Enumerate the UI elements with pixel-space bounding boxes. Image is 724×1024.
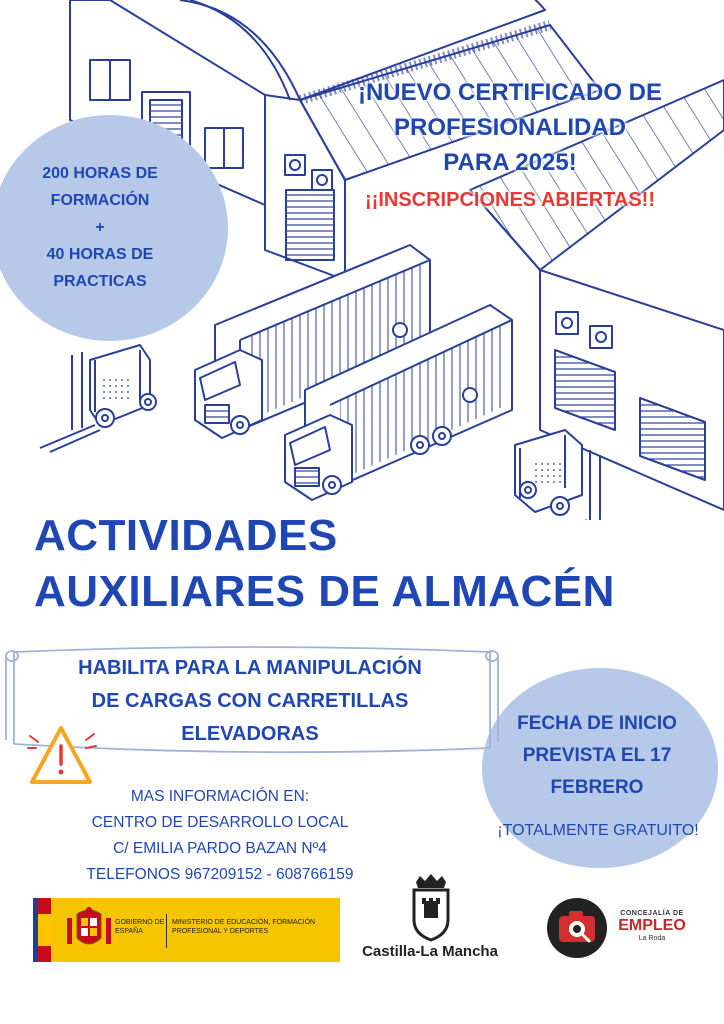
inscriptions-open-text: ¡¡INSCRIPCIONES ABIERTAS!! <box>365 189 655 211</box>
empleo-main-text: EMPLEO <box>618 917 686 934</box>
camera-icon <box>545 896 609 960</box>
ribbon-line-1: HABILITA PARA LA MANIPULACIÓN <box>78 657 422 679</box>
hours-line-1: 200 HORAS DE <box>42 165 158 182</box>
empleo-top-text: CONCEJALÍA DE <box>620 910 684 917</box>
start-line-1: FECHA DE INICIO <box>517 713 677 734</box>
info-line-3: C/ EMILIA PARDO BAZAN Nº4 <box>113 840 327 857</box>
forklift-left <box>40 345 156 452</box>
course-title-line-2: AUXILIARES DE ALMACÉN <box>34 567 615 616</box>
castilla-la-mancha-text: Castilla-La Mancha <box>362 943 498 960</box>
coat-of-arms-icon <box>63 904 115 956</box>
hours-line-3: 40 HORAS DE <box>46 246 154 263</box>
headline-line-2: PROFESIONALIDAD <box>393 114 626 141</box>
hours-line-2: FORMACIÓN <box>50 192 150 209</box>
start-line-2: PREVISTA EL 17 <box>522 745 672 766</box>
contact-info <box>70 784 370 888</box>
info-line-4: TELEFONOS 967209152 - 608766159 <box>86 866 354 883</box>
eu-flag-strip <box>33 898 51 962</box>
castilla-la-mancha-emblem-icon <box>408 872 454 942</box>
warning-icon <box>20 718 102 792</box>
info-line-2: CENTRO DE DESARROLLO LOCAL <box>91 814 349 831</box>
course-title-line-1: ACTIVIDADES <box>34 511 338 560</box>
ribbon-line-3: ELEVADORAS <box>181 723 319 745</box>
headline-line-1: ¡NUEVO CERTIFICADO DE <box>357 79 662 106</box>
gov-separator <box>166 914 167 948</box>
gov-left-text: GOBIERNO DE ESPAÑA <box>115 919 165 935</box>
gov-right-text: MINISTERIO DE EDUCACIÓN, FORMACIÓN PROFESIONAL Y DEPORTES <box>172 919 316 935</box>
start-line-3: FEBRERO <box>550 777 644 798</box>
info-line-1: MAS INFORMACIÓN EN: <box>130 788 310 805</box>
hours-text <box>20 160 180 295</box>
free-text: ¡TOTALMENTE GRATUITO! <box>497 822 699 839</box>
course-title <box>34 508 615 620</box>
hours-plus: + <box>95 219 105 236</box>
start-date-text <box>485 708 709 804</box>
headline <box>300 75 720 218</box>
empleo-logo <box>607 910 697 942</box>
ribbon-line-2: DE CARGAS CON CARRETILLAS <box>91 690 409 712</box>
government-of-spain-logo <box>33 898 340 962</box>
headline-line-3: PARA 2025! <box>443 149 577 176</box>
empleo-bottom-text: La Roda <box>638 935 666 942</box>
hours-line-4: PRACTICAS <box>53 273 147 290</box>
